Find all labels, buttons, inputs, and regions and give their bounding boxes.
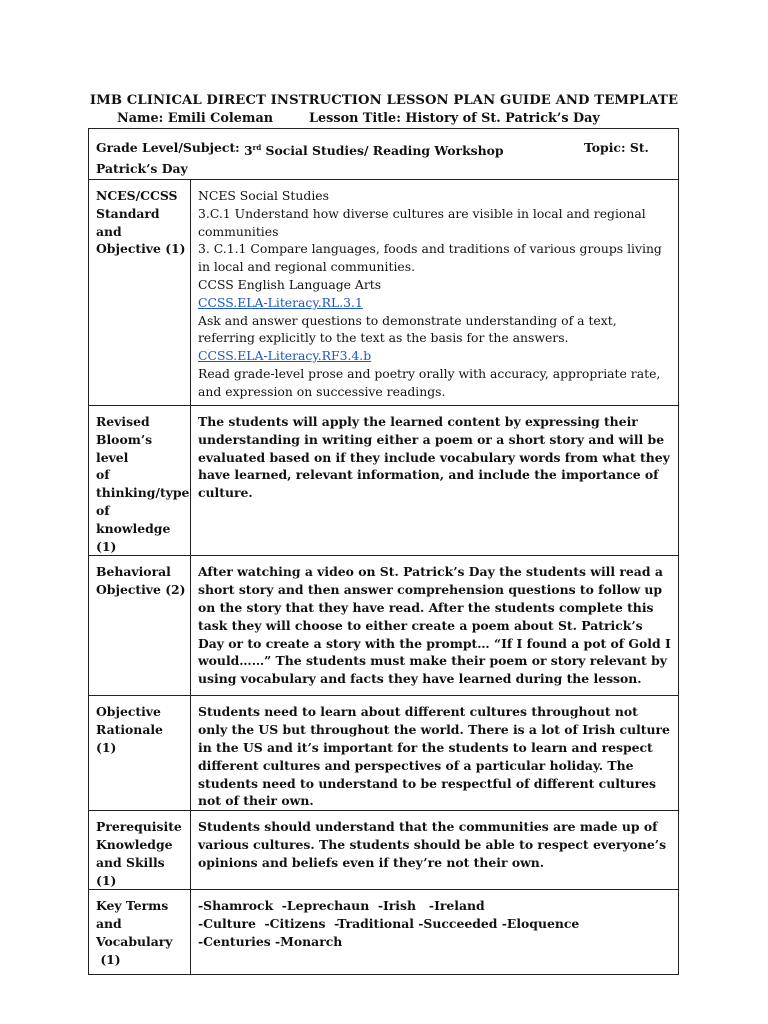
row-label-line: Bloom’s level (96, 431, 153, 465)
lesson-title: Lesson Title: History of St. Patrick’s Day (309, 111, 600, 126)
vocab-line: -Centuries -Monarch (198, 933, 343, 949)
row-label-line: NCES/CCSS (96, 188, 178, 203)
row-label-line: thinking/type (96, 485, 190, 501)
prerequisite-content-cell (191, 811, 679, 890)
grade-number: 3 (244, 143, 253, 159)
blooms-row (89, 406, 679, 556)
standard-3c11: 3. C.1.1 Compare languages, foods and traditions of various groups living in local and regional communities. (198, 241, 662, 275)
rationale-text: Students need to learn about different cultures throughout not only the US but throughout the world. There is a lot of Irish culture in the US and it’s important for the students to learn and respect different cultures and perspectives of a particular holiday. The students need to understand to be respectful of different cultures not of their own. (198, 704, 670, 809)
prerequisite-label-cell (89, 811, 191, 890)
prerequisite-text: Students should understand that the communities are made up of various cultures. The students should be able to respect everyone’s opinions and beliefs even if they’re not their own. (198, 819, 667, 870)
grade-level-label: Grade Level/Subject: (96, 140, 240, 155)
row-label-line: Objective (96, 704, 161, 720)
row-label-line: (1) (96, 951, 121, 967)
row-label-line: Vocabulary (96, 933, 173, 949)
standard-link-rl31[interactable]: CCSS.ELA-Literacy.RL.3.1 (198, 294, 363, 310)
lesson-plan-table (88, 128, 679, 975)
blooms-content-cell (191, 406, 679, 556)
standard-link-rf34b[interactable]: CCSS.ELA-Literacy.RF3.4.b (198, 348, 372, 364)
standard-rl31-text: Ask and answer questions to demonstrate understanding of a text, referring explicitly to the text as the basis for the answers. (198, 312, 617, 346)
standard-rf34b-text: Read grade-level prose and poetry orally with accuracy, appropriate rate, and expression on successive readings. (198, 365, 661, 399)
teacher-name: Name: Emili Coleman (117, 111, 274, 126)
row-label-line: Key Terms (96, 898, 169, 914)
row-label-line: and Skills (1) (96, 854, 165, 888)
key-terms-label-cell (89, 890, 191, 975)
row-label-line: and (96, 916, 122, 932)
grade-topic-cell (89, 129, 679, 180)
standards-content-cell (191, 180, 679, 406)
grade-topic-row (89, 129, 679, 180)
behavioral-label-cell (89, 556, 191, 696)
key-terms-content-cell (191, 890, 679, 975)
nces-heading: NCES Social Studies (198, 188, 329, 203)
subject-text: Social Studies/ Reading Workshop (265, 143, 504, 159)
blooms-label-cell (89, 406, 191, 556)
key-terms-row (89, 890, 679, 975)
topic-continued: Patrick’s Day (96, 160, 188, 176)
rationale-label-cell (89, 696, 191, 811)
row-label-line: (1) (96, 538, 117, 554)
grade-suffix: rd (252, 143, 262, 152)
row-label-line: Rationale (1) (96, 722, 163, 755)
row-label-line: Behavioral (96, 564, 171, 580)
standards-label-cell (89, 180, 191, 406)
topic-label: Topic: St. (584, 140, 649, 155)
rationale-content-cell (191, 696, 679, 811)
behavioral-text: After watching a video on St. Patrick’s Day the students will read a short story and then answer comprehension questions to follow up on the story that they have read. After the students complete this task they will choose to either create a poem about St. Patrick’s Day or to create a story with the prompt… “If I found a pot of Gold I would……” The students must make their poem or story relevant by using vocabulary and facts they have learned during the lesson. (198, 564, 671, 687)
row-label-line: Standard and (96, 205, 160, 239)
document-title: IMB CLINICAL DIRECT INSTRUCTION LESSON PLAN GUIDE AND TEMPLATE (89, 93, 679, 108)
blooms-text: The students will apply the learned content by expressing their understanding in writing either a poem or a short story and will be evaluated based on if they include vocabulary words from what they have learned, relevant information, and include the importance of culture. (198, 414, 670, 501)
objective-rationale-row (89, 696, 679, 811)
standards-row (89, 180, 679, 406)
standard-3c1: 3.C.1 Understand how diverse cultures are visible in local and regional communities (198, 205, 646, 239)
row-label-line: Prerequisite (96, 819, 182, 835)
row-label-line: of (96, 467, 110, 483)
row-label-line: Objective (2) (96, 582, 186, 598)
vocab-line: -Shamrock -Leprechaun -Irish -Ireland (198, 898, 485, 914)
ccss-heading: CCSS English Language Arts (198, 276, 382, 292)
row-label-line: Knowledge (96, 836, 173, 852)
behavioral-content-cell (191, 556, 679, 696)
row-label-line: Objective (1) (96, 241, 186, 257)
name-and-lesson-line (117, 111, 600, 126)
row-label-line: of knowledge (96, 502, 171, 536)
row-label-line: Revised (96, 414, 150, 429)
vocab-line: -Culture -Citizens -Traditional -Succeeded -Eloquence (198, 916, 580, 932)
grade-subject (244, 139, 584, 160)
behavioral-objective-row (89, 556, 679, 696)
prerequisite-row (89, 811, 679, 890)
